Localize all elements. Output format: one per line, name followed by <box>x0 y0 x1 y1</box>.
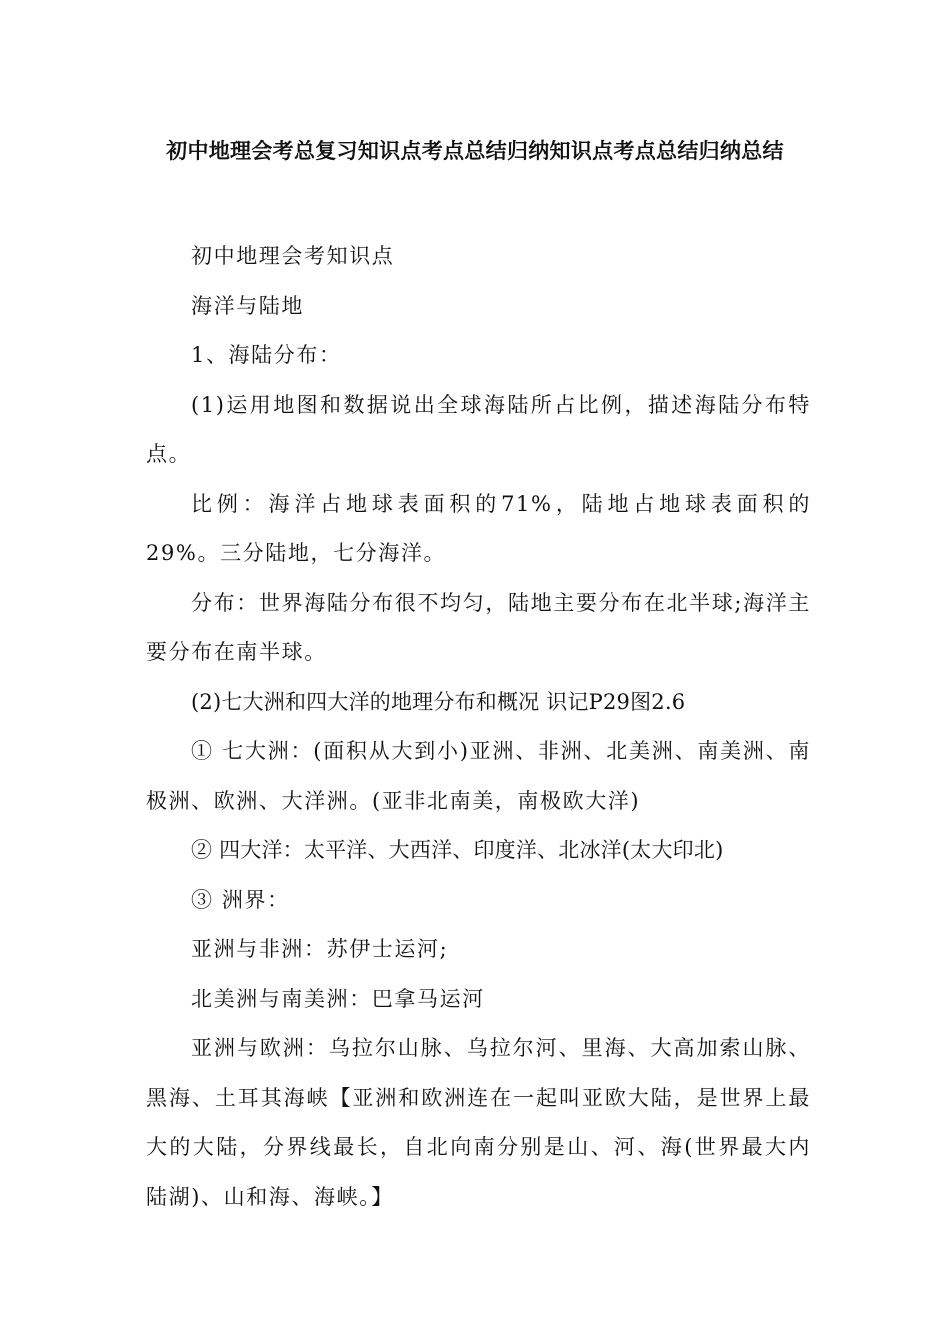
body-paragraph: (2)七大洲和四大洋的地理分布和概况 识记P29图2.6 <box>191 689 686 714</box>
body-paragraph: (1)运用地图和数据说出全球海陆所占比例，描述海陆分布特点。 <box>146 392 811 466</box>
boundary-asia-africa: 亚洲与非洲：苏伊士运河; <box>191 937 449 961</box>
topic-heading: 海洋与陆地 <box>191 293 304 318</box>
section-heading: 初中地理会考知识点 <box>191 244 395 268</box>
list-item-oceans: ② 四大洋：太平洋、大西洋、印度洋、北冰洋(太大印北) <box>191 838 724 862</box>
document-title: 初中地理会考总复习知识点考点总结归纳知识点考点总结归纳总结 <box>166 139 784 163</box>
list-item-boundaries: ③ 洲界： <box>191 887 290 912</box>
boundary-americas: 北美洲与南美洲：巴拿马运河 <box>191 986 485 1011</box>
body-paragraph: 比例：海洋占地球表面积的71%，陆地占地球表面积的29%。三分陆地，七分海洋。 <box>146 491 811 565</box>
document-body <box>146 232 811 1222</box>
body-paragraph: 分布：世界海陆分布很不均匀，陆地主要分布在北半球;海洋主要分布在南半球。 <box>146 590 811 664</box>
boundary-asia-europe: 亚洲与欧洲：乌拉尔山脉、乌拉尔河、里海、大高加索山脉、黑海、土耳其海峡【亚洲和欧洲连在一起叫亚欧大陆，是世界上最大的大陆，分界线最长，自北向南分别是山、河、海(世界最大内陆湖)、山和海、海峡。】 <box>146 1036 811 1209</box>
list-item-continents: ① 七大洲：(面积从大到小)亚洲、非洲、北美洲、南美洲、南极洲、欧洲、大洋洲。(亚非北南美，南极欧大洋) <box>146 739 811 813</box>
subsection-heading: 1、海陆分布： <box>191 343 342 367</box>
